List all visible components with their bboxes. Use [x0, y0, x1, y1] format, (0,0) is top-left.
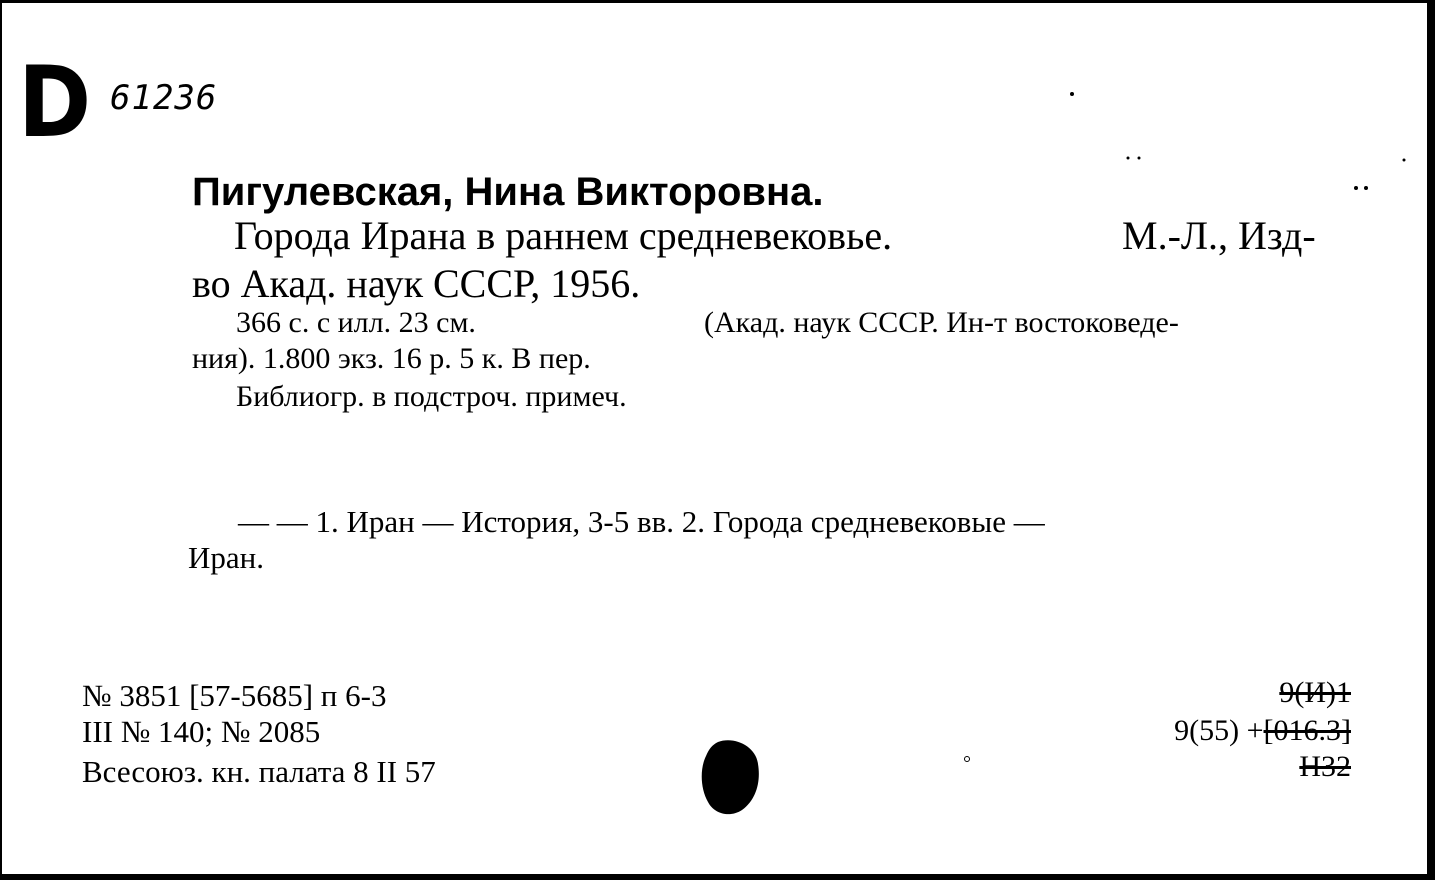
accession-line-3: Всесоюз. кн. палата 8 II 57: [82, 754, 436, 789]
call-number-handwritten: 61236: [110, 78, 218, 118]
bibliography-note: Библиогр. в подстроч. примеч.: [236, 380, 627, 413]
call-number-letter: D: [18, 46, 88, 160]
collation-line-2: ния). 1.800 экз. 16 р. 5 к. В пер.: [192, 342, 591, 375]
classification-line-1: 9(И)1: [1279, 676, 1351, 709]
title-line-1: Города Ирана в раннем средневековье.: [234, 213, 893, 258]
collation-line-1b: (Акад. наук СССР. Ин-т востоковеде-: [704, 306, 1179, 339]
classification-line-2-struck: [016.3]: [1263, 714, 1351, 747]
classification-line-2-prefix: 9(55) +: [1174, 714, 1264, 747]
title-line-2: во Акад. наук СССР, 1956.: [192, 261, 641, 306]
author-heading: Пигулевская, Нина Викторовна.: [192, 170, 824, 214]
imprint-line-1: М.-Л., Изд-: [1122, 213, 1316, 258]
subjects-line-1: — — 1. Иран — История, 3-5 вв. 2. Города средневековые —: [238, 504, 1045, 539]
accession-line-1: № 3851 [57-5685] п 6-3: [82, 678, 387, 713]
collation-line-1a: 366 с. с илл. 23 см.: [236, 306, 476, 339]
subjects-line-2: Иран.: [188, 540, 264, 575]
accession-line-2: III № 140; № 2085: [82, 714, 321, 749]
classification-line-3: Н32: [1299, 750, 1351, 783]
paper-specks: [2, 2, 1435, 880]
